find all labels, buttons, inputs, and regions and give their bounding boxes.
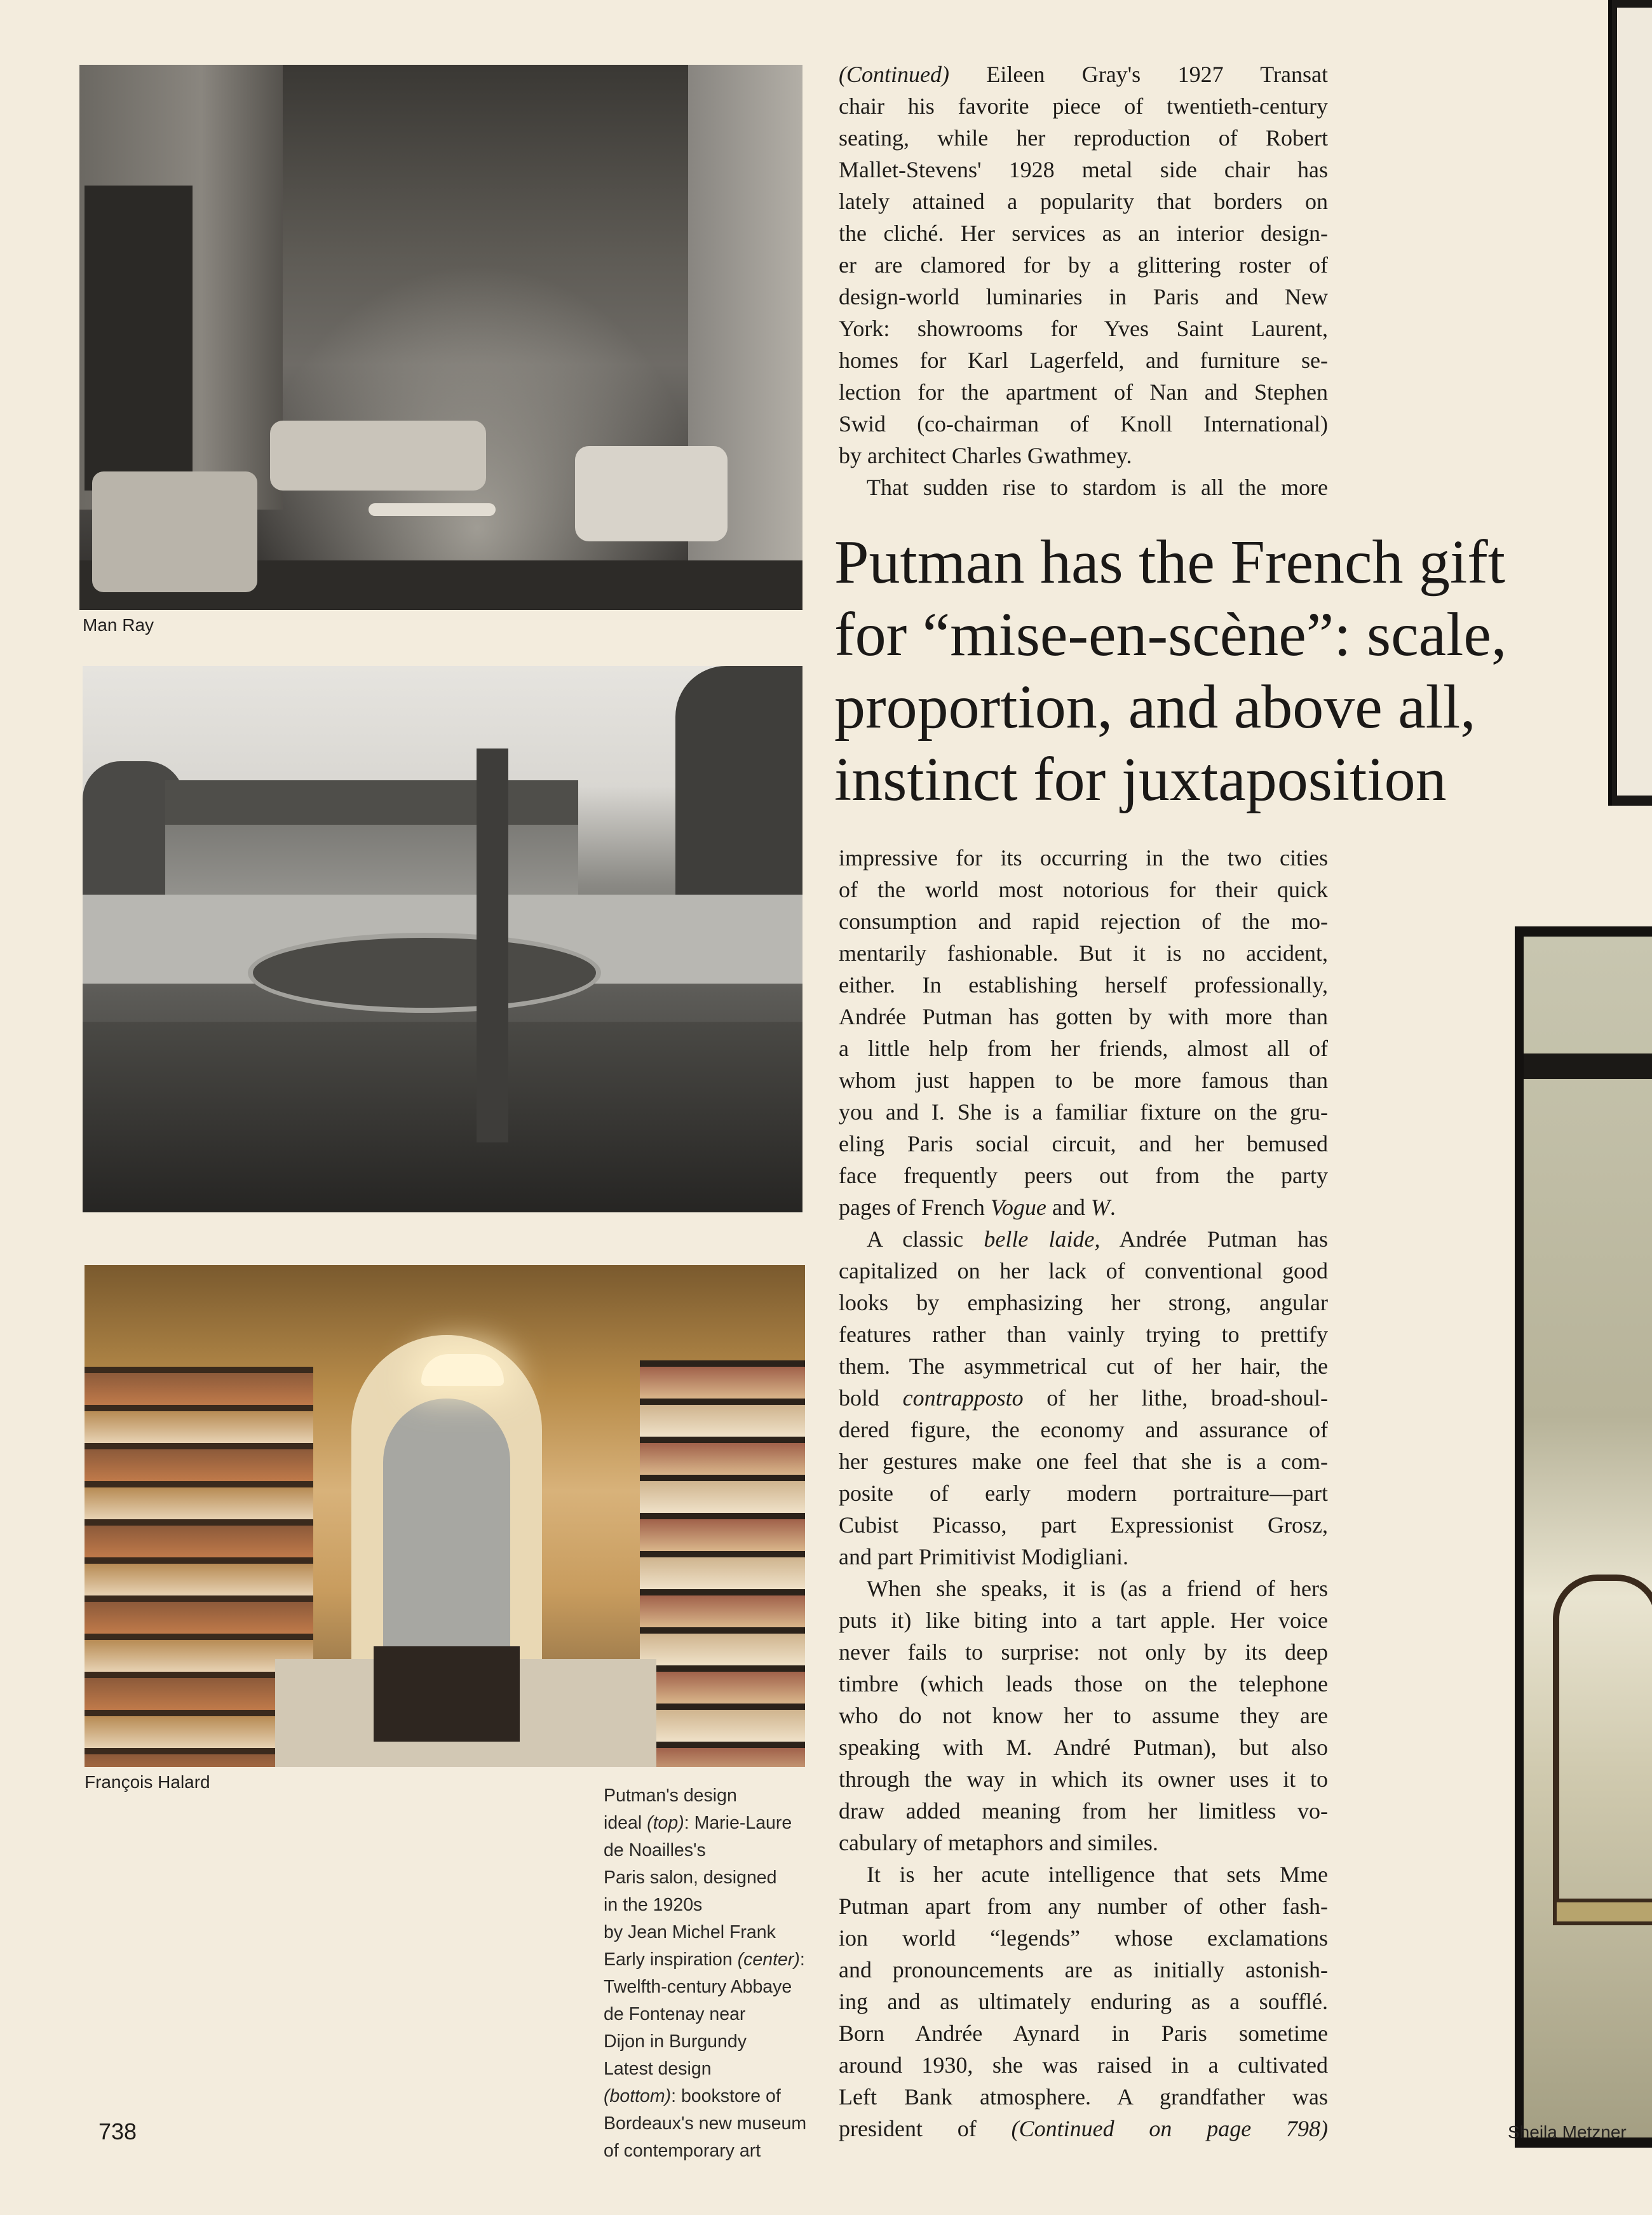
article-line: eling Paris social circuit, and her bemused [839,1131,1328,1156]
photo-detail [85,186,193,491]
caption-line: Bordeaux's new museum [604,2113,807,2134]
article-line: lection for the apartment of Nan and Stephen [839,379,1328,405]
article-text: pages of French [839,1195,991,1220]
article-line: Putman apart from any number of other fash- [839,1893,1328,1919]
article-line: lately attained a popularity that borders on [839,189,1328,214]
article-line: and pronouncements are as initially astonish- [839,1957,1328,1982]
photo-right-top [1608,0,1652,806]
caption-line: by Jean Michel Frank [604,1922,776,1942]
photo-detail [83,1022,802,1212]
photo-detail [640,1360,805,1767]
page-number: 738 [98,2118,137,2144]
caption-line: Putman's design [604,1785,737,1806]
photo-detail [421,1354,504,1386]
photo-credit-right: Sheila Metzner [1508,2122,1627,2142]
caption-line: Dijon in Burgundy [604,2031,747,2052]
photo-detail [374,1646,520,1742]
photo-caption [604,1782,806,2165]
article-line: capitalized on her lack of conventional good [839,1258,1328,1284]
photo-detail [165,780,578,825]
photo-detail [369,503,496,516]
article-italic: W [1090,1195,1110,1220]
article-line [839,58,1328,90]
article-line: It is her acute intelligence that sets Mme [867,1862,1328,1887]
article-line: features rather than vainly trying to prettify [839,1322,1328,1347]
photo-detail [1524,937,1652,2137]
pull-quote-line: proportion, and above all, [834,673,1476,742]
article-line: chair his favorite piece of twentieth-century [839,93,1328,119]
article-text: Eileen Gray's 1927 Transat [986,62,1328,87]
article-text: and [1046,1195,1091,1220]
article-line: through the way in which its owner uses it to [839,1766,1328,1792]
photo-detail [477,748,508,1142]
photo-credit-bottom: François Halard [85,1772,210,1792]
article-line: When she speaks, it is (as a friend of hers [867,1576,1328,1601]
article-line: the cliché. Her services as an interior design- [839,220,1328,246]
article-line: design-world luminaries in Paris and New [839,284,1328,309]
article-line: ion world “legends” whose exclamations [839,1925,1328,1951]
article-line: Cubist Picasso, part Expressionist Grosz, [839,1512,1328,1538]
pull-quote-line: Putman has the French gift [834,528,1506,597]
caption-italic: (center) [737,1949,800,1970]
article-line: you and I. She is a familiar fixture on the gru- [839,1099,1328,1125]
article-line: mentarily fashionable. But it is no accident, [839,940,1328,966]
article-line: who do not know her to assume they are [839,1703,1328,1728]
photo-right-bottom [1515,926,1652,2148]
caption-line: Latest design [604,2059,712,2079]
photo-detail [1524,1053,1652,1079]
photo-abbey [83,666,802,1212]
article-line: seating, while her reproduction of Robert [839,125,1328,151]
article-line: timbre (which leads those on the telephone [839,1671,1328,1697]
article-line [839,1191,1328,1223]
article-line: them. The asymmetrical cut of her hair, the [839,1353,1328,1379]
caption-line: ideal (top): Marie-Laure [604,1813,792,1833]
pull-quote-line: instinct for juxtaposition [834,745,1447,814]
caption-line: Early inspiration (center): [604,1949,805,1970]
article-line: York: showrooms for Yves Saint Laurent, [839,316,1328,341]
caption-line: de Noailles's [604,1840,706,1860]
continued-label: (Continued) [839,62,949,87]
caption-line: Paris salon, designed [604,1867,777,1888]
article-line: never fails to surprise: not only by its deep [839,1639,1328,1665]
article-line: er are clamored for by a glittering roster of [839,252,1328,278]
photo-detail [675,666,802,920]
photo-detail [270,421,486,491]
caption-line: Twelfth-century Abbaye [604,1977,792,1997]
article-line: of the world most notorious for their quick [839,877,1328,902]
article-line [839,1382,1328,1414]
article-line: impressive for its occurring in the two cities [839,845,1328,870]
article-line: Swid (co-chairman of Knoll International) [839,411,1328,437]
article-line: puts it) like biting into a tart apple. Her voice [839,1608,1328,1633]
photo-credit-top: Man Ray [83,615,154,635]
article-line: That sudden rise to stardom is all the more [867,475,1328,500]
caption-italic: (top) [647,1813,684,1833]
continued-on-link: (Continued on page 798) [1011,2116,1329,2141]
article-text: bold [839,1385,903,1411]
pull-quote [834,526,1584,816]
caption-line: (bottom): bookstore of [604,2086,781,2106]
article-line: either. In establishing herself professionally, [839,972,1328,998]
article-italic: belle laide, [984,1226,1100,1252]
article-line: homes for Karl Lagerfeld, and furniture se- [839,348,1328,373]
article-line: cabulary of metaphors and similes. [839,1830,1158,1855]
article-line: Born Andrée Aynard in Paris sometime [839,2021,1328,2046]
article-line: Left Bank atmosphere. A grandfather was [839,2084,1328,2110]
article-line: looks by emphasizing her strong, angular [839,1290,1328,1315]
caption-line: de Fontenay near [604,2004,746,2024]
photo-detail [1553,1575,1652,1911]
photo-salon [79,65,802,610]
article-italic: contrapposto [902,1385,1024,1411]
caption-line: in the 1920s [604,1895,703,1915]
pull-quote-line: for “mise-en-scène”: scale, [834,600,1507,669]
article-line: and part Primitivist Modigliani. [839,1544,1128,1569]
caption-italic: (bottom) [604,2086,672,2106]
photo-detail [1553,1899,1652,1925]
article-line: by architect Charles Gwathmey. [839,443,1132,468]
article-line: ing and as ultimately enduring as a soufflé. [839,1989,1328,2014]
article-line: whom just happen to be more famous than [839,1067,1328,1093]
article-line: face frequently peers out from the party [839,1163,1328,1188]
article-body [839,842,1328,2144]
article-line: a little help from her friends, almost all of [839,1036,1328,1061]
photo-bookstore [85,1265,805,1767]
article-line: draw added meaning from her limitless vo- [839,1798,1328,1824]
article-italic: Vogue [990,1195,1046,1220]
article-line [839,1223,1328,1255]
photo-detail [248,933,601,1013]
article-text: . [1109,1195,1116,1220]
article-line: around 1930, she was raised in a cultivated [839,2052,1328,2078]
photo-detail [92,471,257,592]
article-text: of her lithe, broad-shoul- [1023,1385,1328,1411]
article-line: Mallet-Stevens' 1928 metal side chair has [839,157,1328,182]
article-text: A classic [867,1226,984,1252]
article-text: president of [839,2116,977,2141]
photo-detail [575,446,728,541]
article-line: her gestures make one feel that she is a com- [839,1449,1328,1474]
caption-line: of contemporary art [604,2141,761,2161]
photo-detail [1617,8,1652,796]
article-line: speaking with M. André Putman), but also [839,1735,1328,1760]
article-line [839,2113,1328,2144]
article-text: Andrée Putman has [1100,1226,1328,1252]
article-intro [839,58,1328,503]
article-line: posite of early modern portraiture—part [839,1480,1328,1506]
article-line: consumption and rapid rejection of the mo- [839,909,1328,934]
article-line: Andrée Putman has gotten by with more than [839,1004,1328,1029]
article-line: dered figure, the economy and assurance of [839,1417,1328,1442]
